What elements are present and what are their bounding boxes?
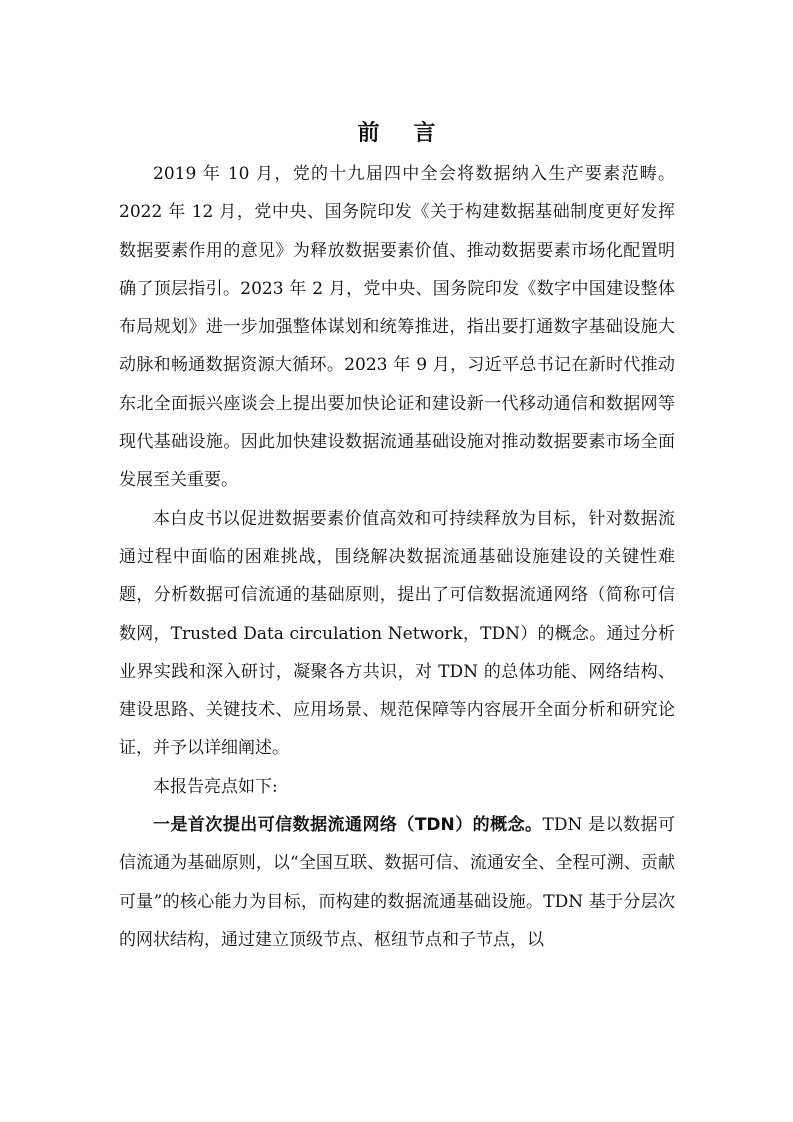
highlight-one-lead: 一是首次提出可信数据流通网络（TDN）的概念。 [153, 815, 543, 836]
page-title: 前 言 [357, 121, 449, 146]
paragraph-whitepaper-purpose: 本白皮书以促进数据要素价值高效和可持续释放为目标，针对数据流通过程中面临的困难挑战，围绕解决数据流通基础设施建设的关键性难题，分析数据可信流通的基础原则，提出了可信数据流通网络（简称可信数网，Trusted Data circulation Network，TDN）的概念。通过分析业界实践和深入研讨，凝聚各方共识，对 TDN 的总体功能、网络结构、建设思路、关键技术、应用场景、规范保障等内容展开全面分析和研究论证，并予以详细阐述。 [119, 508, 675, 759]
document-body [119, 155, 675, 959]
paragraph-highlight-one [119, 806, 675, 959]
paragraph-policy-background: 2019 年 10 月，党的十九届四中全会将数据纳入生产要素范畴。2022 年 12 月，党中央、国务院印发《关于构建数据基础制度更好发挥数据要素作用的意见》为释放数据要素价值、推动数据要素市场化配置明确了顶层指引。2023 年 2 月，党中央、国务院印发《数字中国建设整体布局规划》进一步加强整体谋划和统筹推进，指出要打通数字基础设施大动脉和畅通数据资源大循环。2023 年 9 月，习近平总书记在新时代推动东北全面振兴座谈会上提出要加快论证和建设新一代移动通信和数据网等现代基础设施。因此加快建设数据流通基础设施对推动数据要素市场全面发展至关重要。 [119, 164, 675, 491]
highlight-one-text: TDN 是以数据可信流通为基础原则，以“全国互联、数据可信、流通安全、全程可溯、贡献可量”的核心能力为目标，而构建的数据流通基础设施。TDN 基于分层次的网状结构，通过建立顶级节点、枢纽节点和子节点，以 [119, 815, 676, 950]
paragraph-highlights-intro: 本报告亮点如下: [153, 776, 278, 797]
